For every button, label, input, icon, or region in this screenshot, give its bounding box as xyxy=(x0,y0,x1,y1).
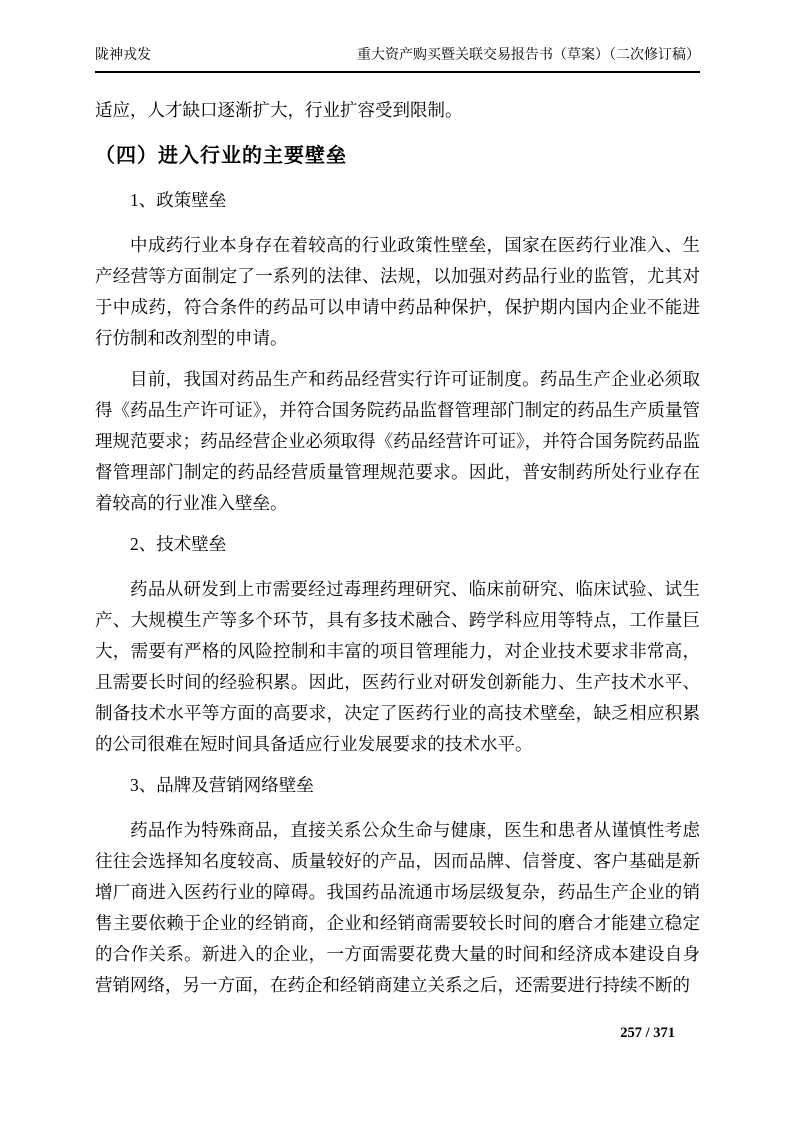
section-heading: （四）进入行业的主要壁垒 xyxy=(95,145,347,167)
subsection-1-heading: 1、政策壁垒 xyxy=(130,190,227,210)
header-report-title: 重大资产购买暨关联交易报告书（草案）（二次修订稿） xyxy=(357,48,700,63)
subsection-2-paragraph-1: 药品从研发到上市需要经过毒理药理研究、临床前研究、临床试验、试生产、大规模生产等多个环节，具有多技术融合、跨学科应用等特点，工作量巨大，需要有严格的风险控制和丰富的项目管理能力，对企业技术要求非常高，且需要长时间的经验积累。因此，医药行业对研发创新能力、生产技术水平、制备技术水平等方面的高要求，决定了医药行业的高技术壁垒，缺乏相应积累的公司很难在短时间具备适应行业发展要求的技术水平。 xyxy=(95,579,700,754)
paragraph-continuation: 适应，人才缺口逐渐扩大，行业扩容受到限制。 xyxy=(95,100,463,120)
subsection-2-heading: 2、技术壁垒 xyxy=(130,534,227,554)
subsection-3-heading: 3、品牌及营销网络壁垒 xyxy=(130,775,314,795)
header-company-name: 陇神戎发 xyxy=(95,48,151,63)
subsection-3-paragraph-1: 药品作为特殊商品，直接关系公众生命与健康，医生和患者从谨慎性考虑往往会选择知名度较高、质量较好的产品，因而品牌、信誉度、客户基础是新增厂商进入医药行业的障碍。我国药品流通市场层级复杂，药品生产企业的销售主要依赖于企业的经销商，企业和经销商需要较长时间的磨合才能建立稳定的合作关系。新进入的企业，一方面需要花费大量的时间和经济成本建设自身营销网络，另一方面，在药企和经销商建立关系之后，还需要进行持续不断的 xyxy=(95,820,700,995)
subsection-1-paragraph-2: 目前，我国对药品生产和药品经营实行许可证制度。药品生产企业必须取得《药品生产许可证》，并符合国务院药品监督管理部门制定的药品生产质量管理规范要求；药品经营企业必须取得《药品经营许可证》，并符合国务院药品监督管理部门制定的药品经营质量管理规范要求。因此，普安制药所处行业存在着较高的行业准入壁垒。 xyxy=(95,369,700,513)
document-body xyxy=(95,72,700,1001)
page-number: 257 / 371 xyxy=(620,1025,675,1041)
subsection-1-paragraph-1: 中成药行业本身存在着较高的行业政策性壁垒，国家在医药行业准入、生产经营等方面制定了一系列的法律、法规，以加强对药品行业的监管，尤其对于中成药，符合条件的药品可以申请中药品种保护，保护期内国内企业不能进行仿制和改剂型的申请。 xyxy=(95,235,700,348)
page-header xyxy=(95,46,700,73)
